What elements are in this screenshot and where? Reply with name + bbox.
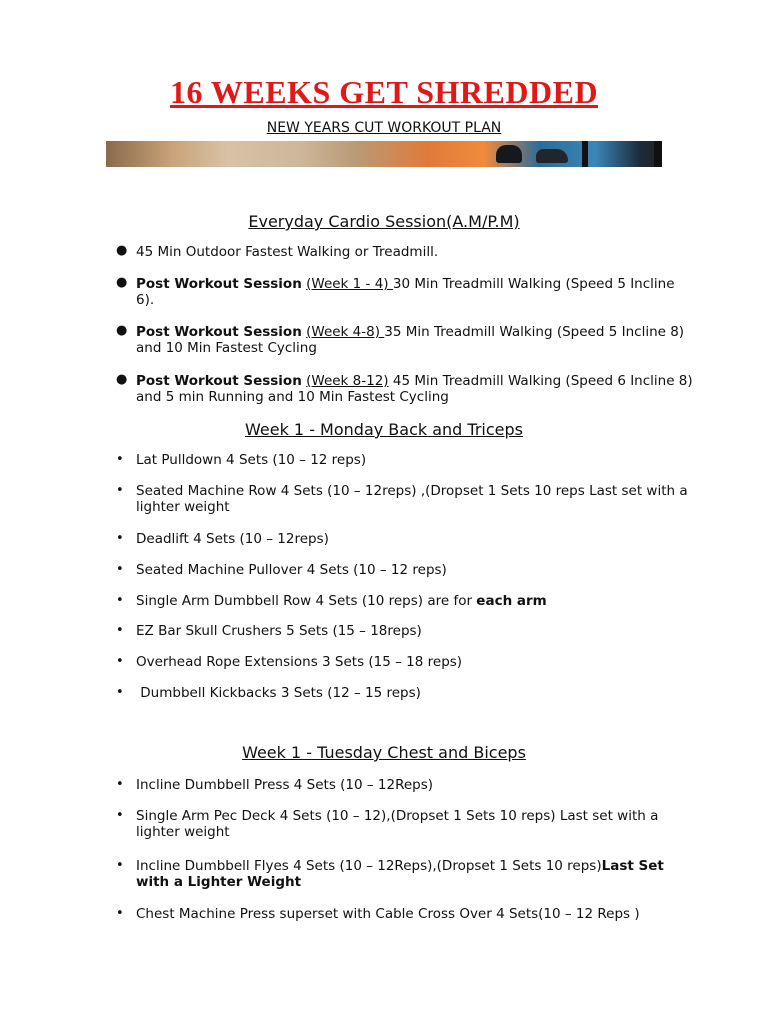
page-subtitle: NEW YEARS CUT WORKOUT PLAN — [266, 120, 502, 136]
banner-image — [106, 141, 662, 167]
bullet-icon: • — [116, 623, 124, 638]
item-text: 30 Min Treadmill Walking (Speed 5 Incline 6). — [136, 276, 675, 308]
bullet-icon: • — [116, 858, 124, 873]
tuesday-heading: Week 1 - Tuesday Chest and Biceps — [242, 743, 526, 762]
bullet-icon: • — [116, 562, 124, 577]
item-text: Overhead Rope Extensions 3 Sets (15 – 18 reps) — [136, 654, 463, 670]
item-text: 45 Min Treadmill Walking (Speed 6 Incline 8) and 5 min Running and 10 Min Fastest Cycling — [136, 373, 693, 405]
list-item — [136, 531, 696, 547]
item-text: 35 Min Treadmill Walking (Speed 5 Incline 8) and 10 Min Fastest Cycling — [136, 324, 685, 356]
item-text: Chest Machine Press superset with Cable Cross Over 4 Sets(10 – 12 Reps ) — [136, 906, 640, 922]
leg-shape — [582, 141, 588, 167]
item-week-range: (Week 4-8) — [306, 324, 385, 340]
list-item — [136, 244, 696, 260]
item-text: Dumbbell Kickbacks 3 Sets (12 – 15 reps) — [136, 685, 421, 701]
shoe-shape — [536, 149, 568, 163]
bullet-icon: ● — [116, 275, 128, 290]
cardio-heading: Everyday Cardio Session(A.M/P.M) — [248, 212, 520, 231]
item-emphasis: each arm — [476, 593, 547, 609]
bullet-icon: • — [116, 483, 124, 498]
page-title: 16 WEEKS GET SHREDDED — [169, 74, 599, 110]
item-text: Deadlift 4 Sets (10 – 12reps) — [136, 531, 329, 547]
list-item — [136, 562, 696, 578]
list-item — [136, 276, 696, 308]
item-text: Seated Machine Pullover 4 Sets (10 – 12 reps) — [136, 562, 447, 578]
item-text: Seated Machine Row 4 Sets (10 – 12reps) ,(Dropset 1 Sets 10 reps Last set with a lighter weight — [136, 483, 688, 515]
leg-shape — [654, 141, 662, 167]
bullet-icon: • — [116, 808, 124, 823]
item-emphasis: Last Set with a Lighter Weight — [136, 858, 664, 890]
item-label: Post Workout Session — [136, 276, 302, 292]
item-label: Post Workout Session — [136, 324, 302, 340]
list-item — [136, 593, 696, 609]
item-text: Incline Dumbbell Flyes 4 Sets (10 – 12Reps),(Dropset 1 Sets 10 reps) — [136, 858, 602, 874]
bullet-icon: ● — [116, 323, 128, 338]
list-item — [136, 808, 696, 840]
list-item — [136, 858, 696, 890]
list-item — [136, 483, 696, 515]
item-week-range: (Week 1 - 4) — [306, 276, 393, 292]
bullet-icon: • — [116, 685, 124, 700]
item-label: Post Workout Session — [136, 373, 302, 389]
item-text: 45 Min Outdoor Fastest Walking or Treadmill. — [136, 244, 439, 260]
bullet-icon: • — [116, 654, 124, 669]
monday-heading: Week 1 - Monday Back and Triceps — [245, 420, 523, 439]
list-item — [136, 906, 696, 922]
item-text: Single Arm Dumbbell Row 4 Sets (10 reps) are for — [136, 593, 477, 609]
shoe-shape — [496, 145, 522, 163]
bullet-icon: ● — [116, 243, 128, 258]
list-item — [136, 373, 696, 405]
item-week-range: (Week 8-12) — [306, 373, 389, 389]
list-item — [136, 777, 696, 793]
item-text: Single Arm Pec Deck 4 Sets (10 – 12),(Dropset 1 Sets 10 reps) Last set with a lighter weight — [136, 808, 659, 840]
bullet-icon: • — [116, 777, 124, 792]
list-item — [136, 685, 696, 701]
bullet-icon: • — [116, 906, 124, 921]
item-text: EZ Bar Skull Crushers 5 Sets (15 – 18reps) — [136, 623, 422, 639]
bullet-icon: ● — [116, 372, 128, 387]
list-item — [136, 324, 696, 356]
bullet-icon: • — [116, 593, 124, 608]
item-text: Incline Dumbbell Press 4 Sets (10 – 12Reps) — [136, 777, 434, 793]
item-text: Lat Pulldown 4 Sets (10 – 12 reps) — [136, 452, 367, 468]
list-item — [136, 623, 696, 639]
list-item — [136, 654, 696, 670]
bullet-icon: • — [116, 452, 124, 467]
list-item — [136, 452, 696, 468]
bullet-icon: • — [116, 531, 124, 546]
